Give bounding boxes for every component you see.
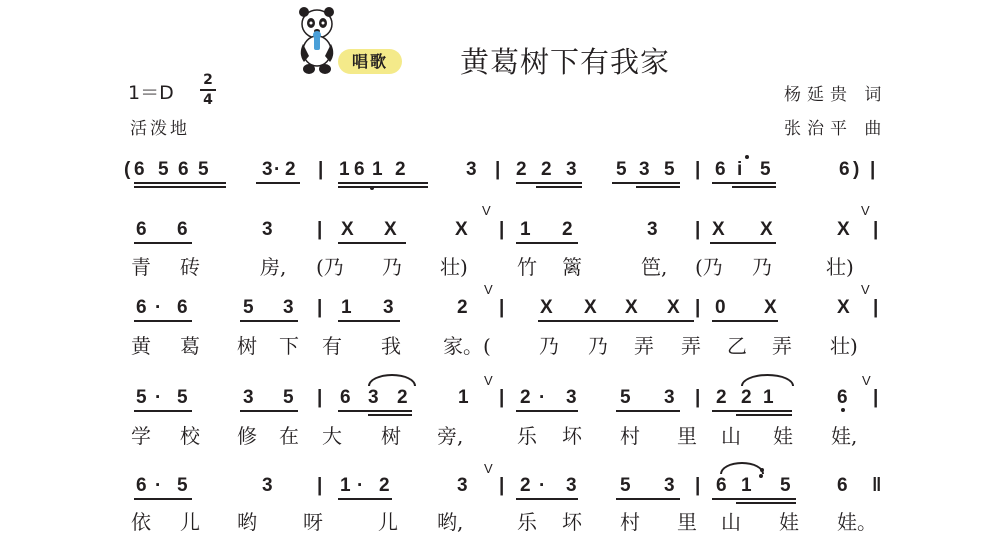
melody-note: 2 (520, 387, 531, 408)
song-title: 黄葛树下有我家 (460, 45, 671, 79)
melody-note: · (155, 475, 162, 496)
lyric-syllable: 砖 (180, 255, 200, 279)
intro-note: 1 (372, 159, 383, 180)
melody-note: 6 (837, 475, 848, 496)
beam-underline (134, 182, 226, 184)
melody-note: 2 (379, 475, 390, 496)
melody-note: X (760, 219, 773, 240)
lyric-syllable: 壮) (830, 334, 858, 358)
barline-glyph: | (499, 475, 505, 496)
melody-note: 3 (283, 297, 294, 318)
barline-glyph: | (317, 387, 323, 408)
barline-glyph: | (695, 159, 701, 180)
beam-underline (736, 502, 796, 504)
barline-glyph: | (318, 159, 324, 180)
lyric-syllable: 黄 (131, 334, 151, 358)
intro-note: 3 (639, 159, 650, 180)
intro-note: 3 (566, 159, 577, 180)
octave-dot (745, 155, 749, 159)
beam-underline (536, 186, 582, 188)
melody-note: 6 (177, 219, 188, 240)
melody-note: 5 (136, 387, 147, 408)
melody-note: 6 (340, 387, 351, 408)
intro-note: 5 (664, 159, 675, 180)
melody-note: 6 (136, 219, 147, 240)
intro-note: ( (124, 159, 131, 180)
lyric-syllable: (乃 (316, 255, 344, 279)
lyric-syllable: 乙 (727, 334, 747, 358)
lyric-syllable: 坏 (562, 510, 582, 534)
lyric-syllable: 笆, (641, 255, 668, 279)
melody-note: 5 (177, 387, 188, 408)
lyric-syllable: 依 (131, 510, 151, 534)
melody-note: 5 (243, 297, 254, 318)
barline-glyph: | (495, 159, 501, 180)
melody-note: 5 (283, 387, 294, 408)
time-signature-numerator: 2 (203, 72, 213, 88)
lyric-syllable: 家。( (443, 334, 491, 358)
melody-note: 1 (340, 475, 351, 496)
lyric-syllable: 树 (381, 424, 401, 448)
beam-underline (712, 320, 778, 322)
melody-note: 3 (243, 387, 254, 408)
time-signature-denominator: 4 (203, 91, 213, 108)
melody-note: 5 (780, 475, 791, 496)
intro-note: 2 (395, 159, 406, 180)
melody-note: 5 (177, 475, 188, 496)
intro-note: 2 (516, 159, 527, 180)
melody-note: X (455, 219, 468, 240)
melody-note: 2 (562, 219, 573, 240)
section-tag: 唱歌 (338, 49, 402, 74)
beam-underline (134, 242, 192, 244)
melody-note: X (712, 219, 725, 240)
beam-underline (134, 498, 192, 500)
intro-note: 6 (354, 159, 365, 180)
intro-note: 2 (285, 159, 296, 180)
intro-note: i (737, 159, 743, 180)
intro-note: 6 (178, 159, 189, 180)
tempo-marking: 活泼地 (130, 119, 190, 139)
intro-note: ) (853, 159, 860, 180)
beam-underline (516, 182, 582, 184)
melody-note: X (384, 219, 397, 240)
intro-note: 5 (760, 159, 771, 180)
breath-mark-icon: V (862, 373, 871, 388)
melody-note: X (764, 297, 777, 318)
melody-note: · (539, 475, 546, 496)
melody-note: 2 (397, 387, 408, 408)
intro-note: 6 (839, 159, 850, 180)
beam-underline (516, 498, 578, 500)
melody-note: 6 (837, 387, 848, 408)
intro-note: 1 (339, 159, 350, 180)
beam-underline (732, 186, 776, 188)
beam-underline (338, 498, 392, 500)
melody-note: 3 (647, 219, 658, 240)
lyric-syllable: 山 (721, 424, 741, 448)
melody-note: · (357, 475, 364, 496)
melody-note: 6 (177, 297, 188, 318)
barline-glyph: ‖ (872, 475, 882, 496)
intro-note: 6 (715, 159, 726, 180)
melody-note: 6 (136, 475, 147, 496)
lyric-syllable: 弄 (772, 334, 792, 358)
beam-underline (240, 320, 298, 322)
beam-underline (134, 410, 192, 412)
beam-underline (710, 242, 776, 244)
slur-arc (368, 374, 416, 386)
melody-note: 3 (566, 475, 577, 496)
breath-mark-icon: V (484, 282, 493, 297)
lyricist-credit: 杨延贵 词 (784, 85, 888, 105)
barline-glyph: | (499, 297, 505, 318)
barline-glyph: | (499, 387, 505, 408)
melody-note: 1 (520, 219, 531, 240)
lyric-syllable: 我 (381, 334, 401, 358)
lyric-syllable: 里 (677, 424, 697, 448)
melody-note: 2 (457, 297, 468, 318)
barline-glyph: | (317, 475, 323, 496)
breath-mark-icon: V (482, 203, 491, 218)
melody-note: 1 (763, 387, 774, 408)
beam-underline (134, 186, 226, 188)
beam-underline (612, 182, 680, 184)
lyric-syllable: 下 (279, 334, 299, 358)
beam-underline (338, 242, 406, 244)
melody-note: 5 (620, 475, 631, 496)
intro-note: · (274, 159, 281, 180)
barline-glyph: | (695, 297, 701, 318)
lyric-syllable: 弄 (634, 334, 654, 358)
beam-underline (338, 182, 428, 184)
barline-glyph: | (873, 219, 879, 240)
lyric-syllable: 呀 (303, 510, 323, 534)
melody-note: X (584, 297, 597, 318)
melody-note: 3 (664, 387, 675, 408)
lyric-syllable: 哟 (237, 510, 257, 534)
barline-glyph: | (870, 159, 876, 180)
breath-mark-icon: V (861, 203, 870, 218)
barline-glyph: | (317, 219, 323, 240)
barline-glyph: | (695, 387, 701, 408)
octave-dot (759, 474, 763, 478)
lyric-syllable: 里 (677, 510, 697, 534)
melody-note: 3 (383, 297, 394, 318)
melody-note: 0 (715, 297, 726, 318)
breath-mark-icon: V (484, 373, 493, 388)
beam-underline (338, 410, 412, 412)
lyric-syllable: 乃 (752, 255, 772, 279)
lyric-syllable: 儿 (378, 510, 398, 534)
melody-note: X (540, 297, 553, 318)
beam-underline (736, 414, 792, 416)
beam-underline (616, 498, 680, 500)
lyric-syllable: 房, (260, 255, 287, 279)
barline-glyph: | (499, 219, 505, 240)
lyric-syllable: 青 (131, 255, 151, 279)
intro-note: 2 (541, 159, 552, 180)
beam-underline (256, 182, 300, 184)
beam-underline (538, 320, 694, 322)
octave-dot (370, 186, 374, 190)
lyric-syllable: 旁, (437, 424, 464, 448)
barline-glyph: | (873, 387, 879, 408)
lyric-syllable: 大 (322, 424, 342, 448)
barline-glyph: | (695, 219, 701, 240)
lyric-syllable: 乐 (517, 510, 537, 534)
melody-note: 2 (520, 475, 531, 496)
lyric-syllable: 有 (322, 334, 342, 358)
beam-underline (134, 320, 192, 322)
intro-note: 3 (262, 159, 273, 180)
melody-note: 5 (620, 387, 631, 408)
beam-underline (368, 414, 412, 416)
lyric-syllable: 娃。 (837, 510, 877, 534)
melody-note: 3 (262, 475, 273, 496)
melody-note: 3 (262, 219, 273, 240)
lyric-syllable: 壮) (440, 255, 468, 279)
lyric-syllable: 娃 (773, 424, 793, 448)
lyric-syllable: 葛 (180, 334, 200, 358)
melody-note: 2 (716, 387, 727, 408)
lyric-syllable: 乃 (539, 334, 559, 358)
melody-note: X (837, 219, 850, 240)
lyric-syllable: 篱 (562, 255, 582, 279)
beam-underline (712, 498, 796, 500)
lyric-syllable: 校 (180, 424, 200, 448)
lyric-syllable: 乃 (382, 255, 402, 279)
lyric-syllable: 哟, (437, 510, 464, 534)
intro-note: 5 (616, 159, 627, 180)
lyric-syllable: 山 (721, 510, 741, 534)
octave-dot (841, 408, 845, 412)
lyric-syllable: 儿 (180, 510, 200, 534)
lyric-syllable: 在 (279, 424, 299, 448)
intro-note: 5 (198, 159, 209, 180)
key-signature: 1＝D (128, 82, 174, 104)
intro-note: 6 (134, 159, 145, 180)
beam-underline (616, 410, 680, 412)
intro-note: 5 (158, 159, 169, 180)
barline-glyph: | (695, 475, 701, 496)
lyric-syllable: 乐 (517, 424, 537, 448)
lyric-syllable: 乃 (588, 334, 608, 358)
lyric-syllable: 村 (620, 424, 640, 448)
lyric-syllable: 村 (620, 510, 640, 534)
melody-note: 3 (566, 387, 577, 408)
beam-underline (338, 186, 428, 188)
melody-note: 3 (457, 475, 468, 496)
breath-mark-icon: V (861, 282, 870, 297)
lyric-syllable: 娃, (831, 424, 858, 448)
barline-glyph: | (873, 297, 879, 318)
beam-underline (240, 410, 298, 412)
lyric-syllable: 娃 (779, 510, 799, 534)
melody-note: 3 (664, 475, 675, 496)
beam-underline (712, 410, 792, 412)
beam-underline (712, 182, 776, 184)
beam-underline (516, 410, 578, 412)
melody-note: · (155, 297, 162, 318)
lyric-syllable: (乃 (695, 255, 723, 279)
slur-arc (720, 462, 764, 474)
breath-mark-icon: V (484, 461, 493, 476)
lyric-syllable: 树 (237, 334, 257, 358)
lyric-syllable: 修 (237, 424, 257, 448)
melody-note: X (625, 297, 638, 318)
beam-underline (338, 320, 400, 322)
melody-note: X (837, 297, 850, 318)
barline-glyph: | (317, 297, 323, 318)
lyric-syllable: 弄 (681, 334, 701, 358)
melody-note: · (539, 387, 546, 408)
beam-underline (516, 242, 578, 244)
melody-note: X (341, 219, 354, 240)
melody-note: 1 (458, 387, 469, 408)
melody-note: 1 (741, 475, 752, 496)
intro-note: 3 (466, 159, 477, 180)
melody-note: 2 (741, 387, 752, 408)
lyric-syllable: 学 (131, 424, 151, 448)
melody-note: · (155, 387, 162, 408)
composer-credit: 张治平 曲 (784, 119, 888, 139)
melody-note: 3 (368, 387, 379, 408)
melody-note: 1 (341, 297, 352, 318)
lyric-syllable: 竹 (517, 255, 537, 279)
melody-note: 6 (716, 475, 727, 496)
lyric-syllable: 坏 (562, 424, 582, 448)
lyric-syllable: 壮) (826, 255, 854, 279)
slur-arc (741, 374, 794, 386)
melody-note: X (667, 297, 680, 318)
melody-note: 6 (136, 297, 147, 318)
beam-underline (636, 186, 680, 188)
